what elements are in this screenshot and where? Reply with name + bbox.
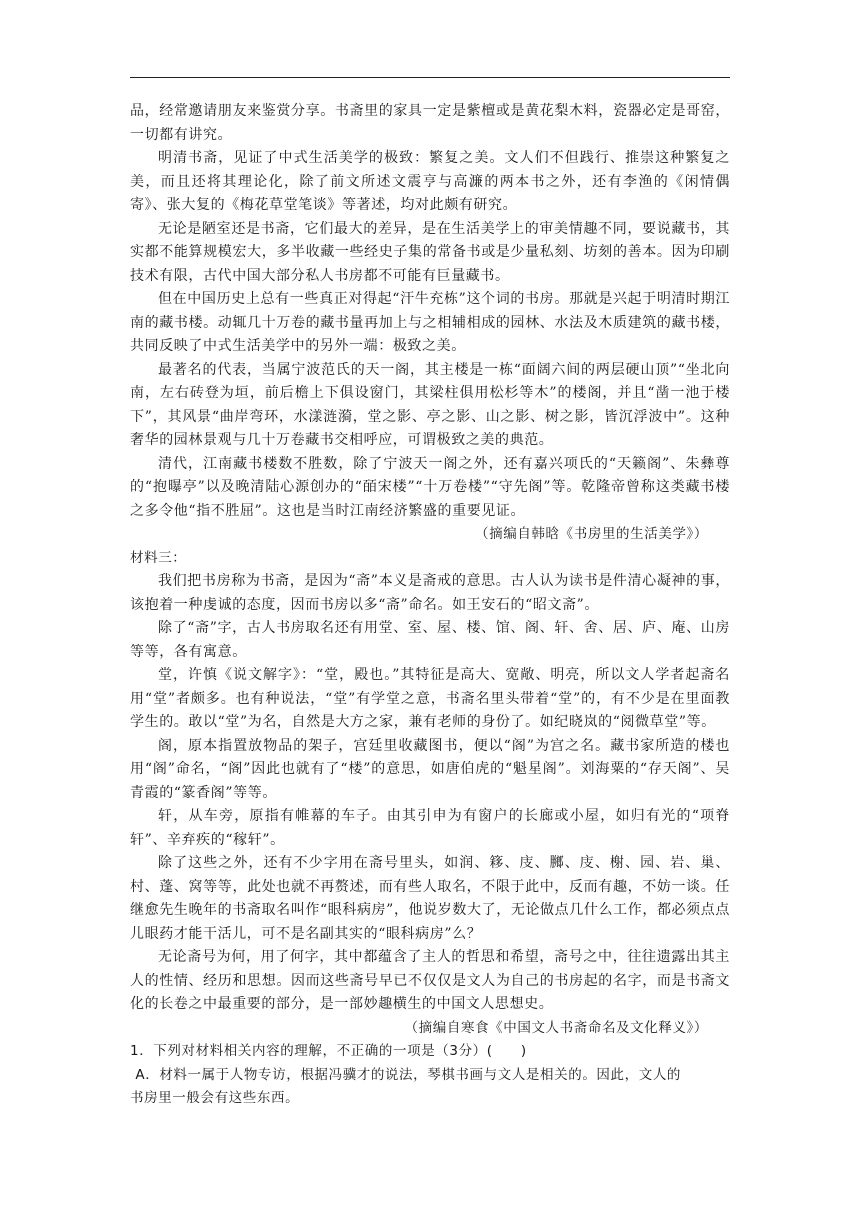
material-label: 材料三： [130, 549, 187, 566]
paragraph: 但在中国历史上总有一些真正对得起“汗牛充栋”这个词的书房。那就是兴起于明清时期江南的藏书楼。动辄几十万卷的藏书量再加上与之相辅相成的园林、水法及木质建筑的藏书楼，共同反映了中式生活美学中的另外一端：极致之美。 [130, 291, 730, 354]
document-body [130, 100, 730, 1111]
option-a-continued: 书房里一般会有这些东西。 [130, 1090, 300, 1106]
paragraph: 最著名的代表，当属宁波范氏的天一阁，其主楼是一栋“面阔六间的两层硬山顶”“坐北向南，左右砖登为垣，前后檐上下俱设窗门，其梁柱俱用松杉等木”的楼阁，并且“凿一池于楼下”，其风景“曲岸弯环，水漾涟漪，堂之影、亭之影、山之影、树之影，皆沉浮波中”。这种奢华的园林景观与几十万卷藏书交相呼应，可谓极致之美的典范。 [130, 361, 730, 448]
paragraph: 明清书斋，见证了中式生活美学的极致：繁复之美。文人们不但践行、推崇这种繁复之美，而且还将其理论化，除了前文所述文震亨与高濂的两本书之外，还有李渔的《闲情偶寄》、张大复的《梅花草堂笔谈》等著述，均对此颇有研究。 [130, 150, 730, 213]
paragraph: 我们把书房称为书斋，是因为“斋”本义是斋戒的意思。古人认为读书是件清心凝神的事，该抱着一种虔诚的态度，因而书房以多“斋”命名。如王安石的“昭文斋”。 [130, 573, 730, 613]
question-stem: 1．下列对材料相关内容的理解，不正确的一项是（3分）( ) [130, 1043, 527, 1059]
source-citation: （摘编自寒食《中国文人书斋命名及文化释义》） [404, 1019, 708, 1036]
paragraph: 轩，从车旁，原指有帷幕的车子。由其引申为有窗户的长廊或小屋，如归有光的“项脊轩”、辛弃疾的“稼轩”。 [130, 808, 730, 848]
paragraph: 堂，许慎《说文解字》：“堂，殿也。”其特征是高大、宽敞、明亮，所以文人学者起斋名用“堂”者颇多。也有种说法，“堂”有学堂之意，书斋名里头带着“堂”的，有不少是在里面教学生的。敢以“堂”为名，自然是大方之家，兼有老师的身份了。如纪晓岚的“阅微草堂”等。 [130, 667, 730, 730]
paragraph: 除了“斋”字，古人书房取名还有用堂、室、屋、楼、馆、阁、轩、舍、居、庐、庵、山房等等，各有寓意。 [130, 620, 730, 660]
header-rule [130, 77, 730, 78]
source-citation: （摘编自韩晗《书房里的生活美学》） [475, 526, 708, 542]
paragraph: 除了这些之外，还有不少字用在斋号里头，如润、簃、庋、膷、庋、榭、园、岩、巢、村、蓬、窝等等，此处也就不再赘述，而有些人取名，不限于此中，反而有趣，不妨一谈。任继愈先生晚年的书斋取名叫作“眼科病房”，他说岁数大了，无论做点几什么工作，都必须点点儿眼药才能干活儿，可不是名副其实的“眼科病房”么？ [130, 855, 730, 942]
paragraph: 无论是陋室还是书斋，它们最大的差异，是在生活美学上的审美情趣不同，要说藏书，其实都不能算规模宏大，多半收藏一些经史子集的常备书或是少量私刻、坊刻的善本。因为印刷技术有限，古代中国大部分私人书房都不可能有巨量藏书。 [130, 220, 730, 284]
paragraph: 清代，江南藏书楼数不胜数，除了宁波天一阁之外，还有嘉兴项氏的“天籁阁”、朱彝尊的“抱曝亭”以及晚清陆心源创办的“皕宋楼”“十万卷楼”“守先阁”等。乾隆帝曾称这类藏书楼之多令他“指不胜屈”。这也是当时江南经济繁盛的重要见证。 [130, 455, 730, 519]
paragraph: 无论斋号为何，用了何字，其中都蕴含了主人的哲思和希望，斋号之中，往往遗露出其主人的性情、经历和思想。因而这些斋号早已不仅仅是文人为自己的书房起的名字，而是书斋文化的长卷之中最重要的部分，是一部妙趣横生的中国文人思想史。 [130, 949, 730, 1012]
option-a: A．材料一属于人物专访，根据冯骥才的说法，琴棋书画与文人是相关的。因此，文人的 [135, 1066, 682, 1083]
paragraph: 品，经常邀请朋友来鉴赏分享。书斋里的家具一定是紫檀或是黄花梨木料，瓷器必定是哥窑，一切都有讲究。 [130, 103, 730, 143]
paragraph: 阁，原本指置放物品的架子，宫廷里收藏图书，便以“阁”为宫之名。藏书家所造的楼也用“阁”命名，“阁”因此也就有了“楼”的意思，如唐伯虎的“魁星阁”。刘海粟的“存天阁”、吴青霞的“篆香阁”等等。 [130, 737, 730, 801]
